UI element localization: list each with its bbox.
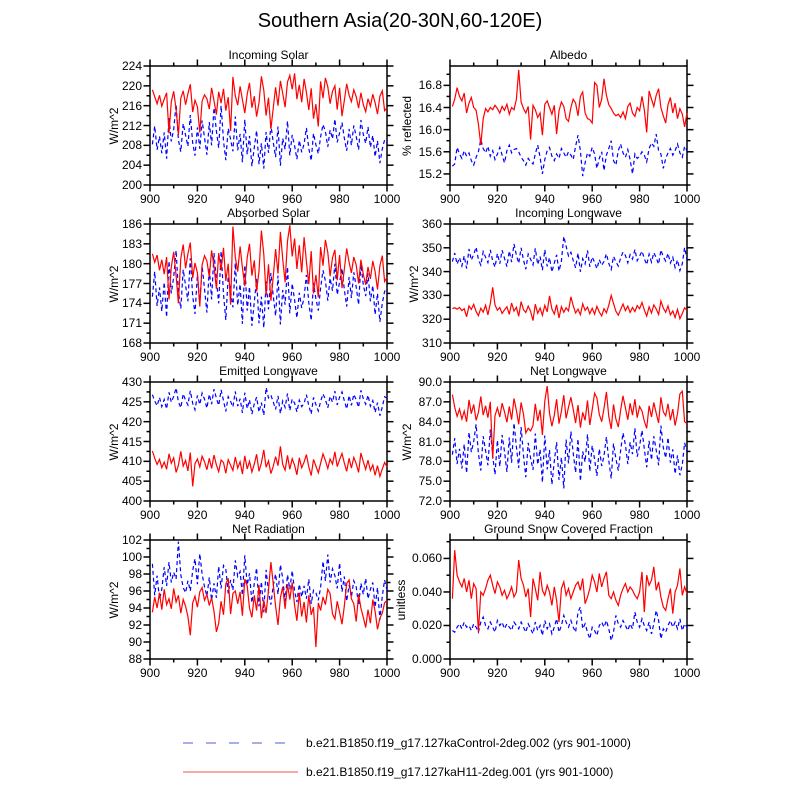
- x-tick-label: 900: [139, 508, 161, 522]
- y-tick-label: 90.0: [418, 375, 442, 389]
- x-tick-label: 920: [187, 666, 208, 680]
- series-line-h11: [452, 287, 687, 320]
- plot-frame: [450, 66, 687, 185]
- y-tick-label: 320: [421, 312, 442, 327]
- series-line-h11: [452, 70, 687, 145]
- y-tick-label: 87.0: [418, 394, 442, 409]
- y-tick-label: 410: [121, 454, 142, 469]
- plot-title: Absorbed Solar: [227, 206, 310, 220]
- series-line-h11: [152, 446, 387, 486]
- x-tick-label: 980: [629, 192, 650, 206]
- y-tick-label: 415: [121, 434, 142, 449]
- x-tick-label: 1000: [373, 508, 401, 522]
- x-tick-label: 960: [282, 666, 303, 680]
- y-tick-label: 0.000: [411, 652, 442, 666]
- x-tick-label: 920: [487, 508, 508, 522]
- x-tick-label: 960: [282, 192, 303, 206]
- x-tick-label: 960: [582, 666, 603, 680]
- x-tick-label: 1000: [373, 192, 401, 206]
- y-tick-label: 96: [128, 584, 142, 598]
- x-tick-label: 1000: [373, 666, 401, 680]
- x-tick-label: 960: [582, 192, 603, 206]
- x-tick-label: 1000: [673, 666, 701, 680]
- y-tick-label: 186: [121, 217, 142, 231]
- x-tick-label: 980: [629, 350, 650, 364]
- x-tick-label: 980: [629, 666, 650, 680]
- series-line-h11: [452, 386, 687, 459]
- y-axis-label: W/m^2: [106, 423, 121, 460]
- x-tick-label: 900: [139, 192, 161, 206]
- x-tick-label: 920: [187, 508, 208, 522]
- y-tick-label: 72.0: [418, 494, 442, 508]
- y-tick-label: 81.0: [418, 434, 442, 449]
- y-tick-label: 174: [121, 296, 142, 311]
- y-tick-label: 405: [121, 474, 142, 489]
- plot-title: Albedo: [549, 48, 588, 62]
- x-tick-label: 900: [439, 508, 461, 522]
- series-line-control: [452, 607, 687, 641]
- y-tick-label: 340: [421, 264, 442, 279]
- y-tick-label: 425: [121, 394, 142, 409]
- figure-title: Southern Asia(20-30N,60-120E): [257, 10, 543, 32]
- legend-label-control: b.e21.B1850.f19_g17.127kaControl-2deg.002 (yrs 901-1000): [306, 736, 631, 750]
- y-tick-label: 200: [121, 178, 142, 192]
- y-tick-label: 78.0: [418, 454, 442, 469]
- x-tick-label: 960: [582, 508, 603, 522]
- plot-title: Net Radiation: [232, 522, 305, 536]
- y-tick-label: 168: [121, 336, 142, 350]
- x-tick-label: 920: [187, 192, 208, 206]
- y-axis-label: unitless: [393, 579, 408, 620]
- y-tick-label: 84.0: [418, 414, 442, 429]
- y-tick-label: 102: [121, 533, 142, 547]
- y-tick-label: 420: [121, 414, 142, 429]
- x-tick-label: 1000: [673, 192, 701, 206]
- y-axis-label: W/m^2: [106, 265, 121, 302]
- x-tick-label: 900: [439, 666, 461, 680]
- y-tick-label: 212: [121, 118, 142, 133]
- x-tick-label: 940: [234, 666, 255, 680]
- plot-title: Ground Snow Covered Fraction: [484, 522, 653, 536]
- x-tick-label: 960: [582, 350, 603, 364]
- x-tick-label: 940: [534, 508, 555, 522]
- y-tick-label: 171: [121, 316, 142, 331]
- x-tick-label: 1000: [373, 350, 401, 364]
- y-tick-label: 0.060: [411, 551, 442, 566]
- y-tick-label: 88: [128, 652, 142, 666]
- y-tick-label: 220: [121, 78, 142, 93]
- y-tick-label: 98: [128, 567, 142, 581]
- y-tick-label: 208: [121, 138, 142, 153]
- y-axis-label: W/m^2: [406, 265, 421, 302]
- x-tick-label: 960: [282, 350, 303, 364]
- y-tick-label: 350: [421, 240, 442, 255]
- x-tick-label: 920: [187, 350, 208, 364]
- y-tick-label: 16.8: [418, 78, 442, 93]
- series-line-h11: [452, 550, 687, 632]
- y-axis-label: W/m^2: [106, 107, 121, 144]
- x-tick-label: 940: [534, 192, 555, 206]
- x-tick-label: 1000: [673, 508, 701, 522]
- series-line-control: [452, 236, 687, 272]
- y-tick-label: 216: [121, 98, 142, 113]
- x-tick-label: 900: [439, 350, 461, 364]
- x-tick-label: 900: [139, 666, 161, 680]
- y-tick-label: 360: [421, 217, 442, 231]
- x-tick-label: 940: [534, 350, 555, 364]
- y-tick-label: 92: [128, 618, 142, 632]
- legend-label-h11: b.e21.B1850.f19_g17.127kaH11-2deg.001 (yrs 901-1000): [306, 765, 614, 779]
- y-axis-label: % reflected: [400, 95, 415, 156]
- x-tick-label: 920: [487, 192, 508, 206]
- plot-title: Emitted Longwave: [219, 364, 318, 378]
- y-tick-label: 330: [421, 288, 442, 303]
- y-tick-label: 310: [421, 336, 442, 350]
- x-tick-label: 900: [439, 192, 461, 206]
- plot-frame: [450, 224, 687, 343]
- plot-frame: [450, 540, 687, 659]
- y-tick-label: 16.4: [418, 100, 442, 115]
- plot-frame: [150, 224, 387, 343]
- x-tick-label: 960: [282, 508, 303, 522]
- y-tick-label: 0.020: [411, 618, 442, 633]
- y-tick-label: 90: [128, 635, 142, 649]
- x-tick-label: 980: [329, 508, 350, 522]
- y-tick-label: 224: [121, 59, 142, 73]
- x-tick-label: 920: [487, 350, 508, 364]
- series-line-h11: [152, 562, 387, 647]
- y-tick-label: 177: [121, 276, 142, 291]
- plot-frame: [150, 66, 387, 185]
- x-tick-label: 900: [139, 350, 161, 364]
- x-tick-label: 940: [234, 192, 255, 206]
- x-tick-label: 1000: [673, 350, 701, 364]
- y-tick-label: 400: [121, 494, 142, 508]
- y-tick-label: 16.0: [418, 122, 442, 137]
- y-tick-label: 15.6: [418, 144, 442, 159]
- y-tick-label: 94: [128, 601, 142, 615]
- plot-title: Incoming Longwave: [515, 206, 622, 220]
- y-tick-label: 183: [121, 236, 142, 251]
- x-tick-label: 980: [329, 350, 350, 364]
- y-axis-label: W/m^2: [106, 581, 121, 618]
- series-line-control: [452, 423, 687, 488]
- y-tick-label: 430: [121, 375, 142, 389]
- series-line-control: [452, 134, 687, 176]
- series-line-control: [152, 388, 387, 416]
- y-tick-label: 0.040: [411, 584, 442, 599]
- x-tick-label: 940: [234, 508, 255, 522]
- x-tick-label: 980: [329, 666, 350, 680]
- plot-frame: [450, 382, 687, 501]
- y-tick-label: 100: [121, 550, 142, 564]
- x-tick-label: 980: [329, 192, 350, 206]
- x-tick-label: 940: [534, 666, 555, 680]
- y-tick-label: 180: [121, 256, 142, 271]
- y-tick-label: 204: [121, 158, 142, 173]
- x-tick-label: 920: [487, 666, 508, 680]
- plot-frame: [150, 382, 387, 501]
- series-line-h11: [152, 73, 387, 134]
- x-tick-label: 940: [234, 350, 255, 364]
- plot-title: Net Longwave: [530, 364, 607, 378]
- x-tick-label: 980: [629, 508, 650, 522]
- plot-title: Incoming Solar: [228, 48, 309, 62]
- y-tick-label: 15.2: [418, 166, 442, 181]
- y-tick-label: 75.0: [418, 474, 442, 489]
- y-axis-label: W/m^2: [400, 423, 415, 460]
